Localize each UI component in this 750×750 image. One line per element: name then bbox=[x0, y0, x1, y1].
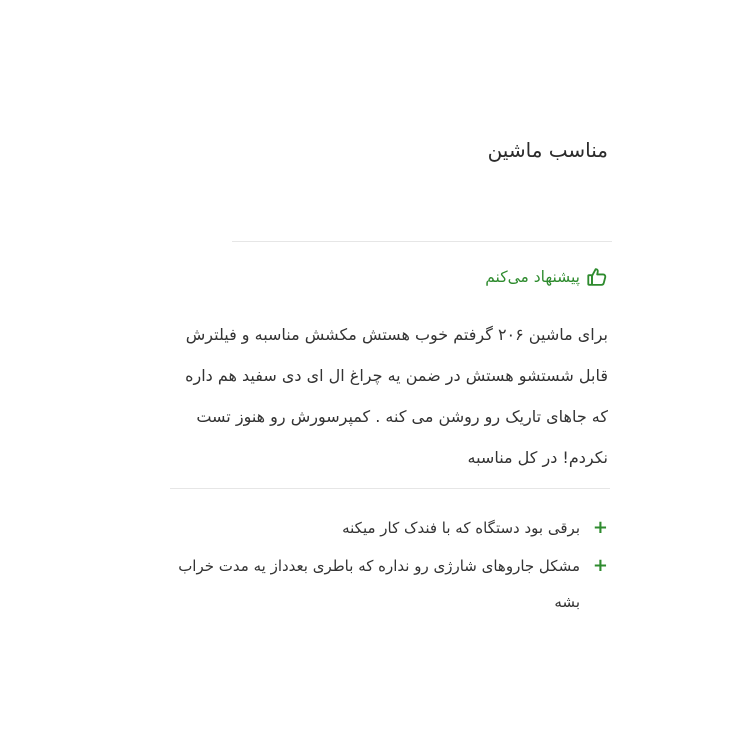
divider bbox=[232, 241, 612, 242]
pro-text: برقی بود دستگاه که با فندک کار میکنه bbox=[342, 519, 580, 537]
thumbs-up-icon bbox=[586, 266, 608, 288]
review-title: مناسب ماشین bbox=[487, 138, 608, 162]
review-body: برای ماشین ۲۰۶ گرفتم خوب هستش مکشش مناسبه و فیلترش قابل شستشو هستش در ضمن یه چراغ ال ای دی سفید هم داره که جاهای تاریک رو روشن می کنه . کمپرسورش رو هنوز تست نکردم! در کل مناسبه bbox=[185, 325, 608, 467]
recommend-badge bbox=[485, 266, 608, 288]
pro-item bbox=[168, 548, 608, 620]
pro-text: مشکل جاروهای شارژی رو نداره که باطری بعدداز یه مدت خراب بشه bbox=[178, 557, 580, 611]
pros-list bbox=[168, 510, 608, 622]
plus-icon: + bbox=[592, 555, 608, 576]
plus-icon: + bbox=[592, 517, 608, 538]
recommend-label: پیشنهاد می‌کنم bbox=[485, 268, 580, 286]
divider bbox=[170, 488, 610, 489]
pro-item bbox=[168, 510, 608, 546]
